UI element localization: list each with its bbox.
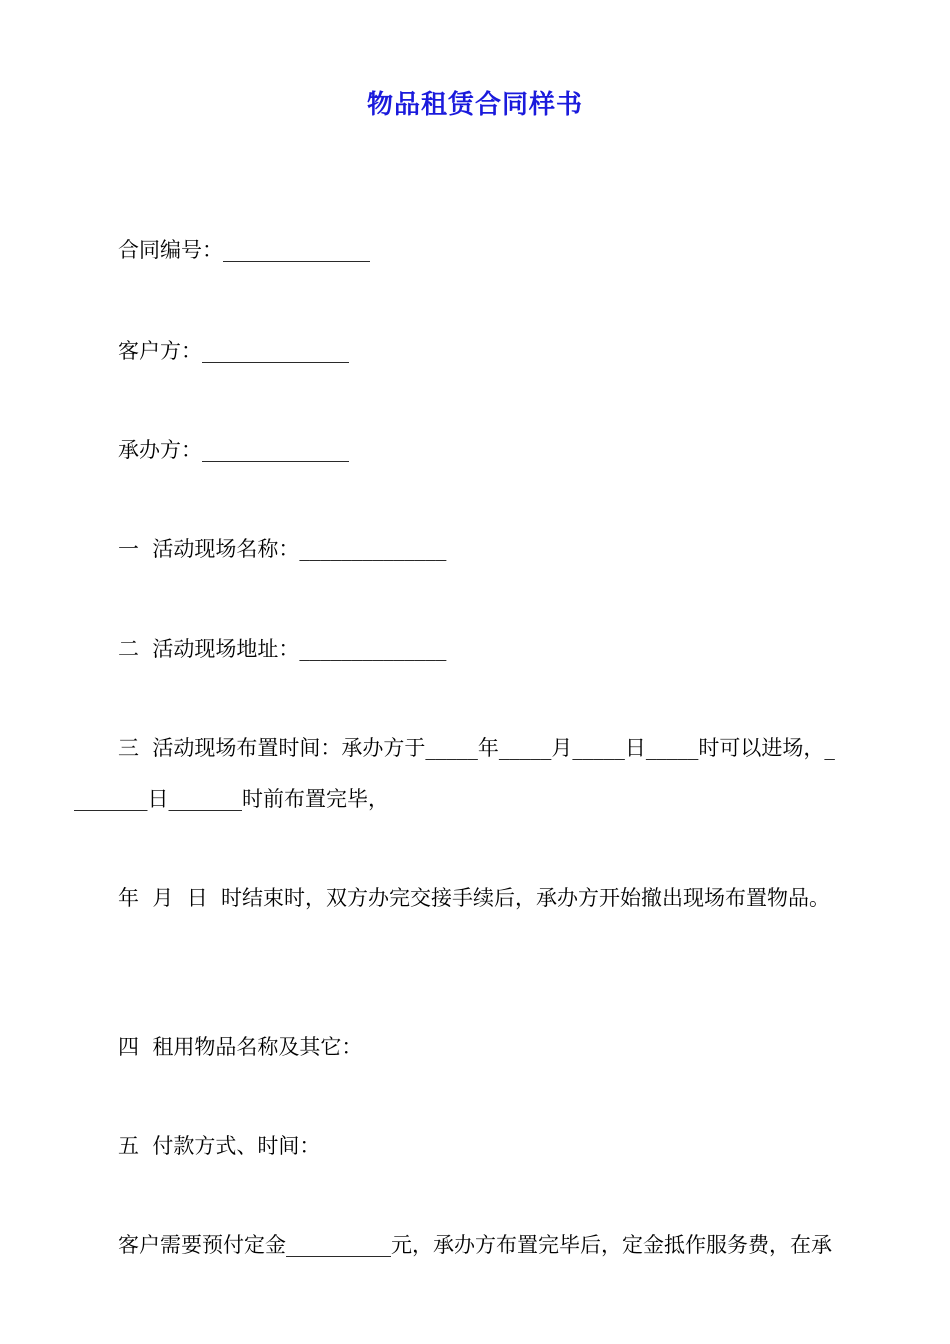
client-party-line: 客户方：______________ — [118, 339, 349, 363]
deposit-line: 客户需要预付定金__________元，承办方布置完毕后，定金抵作服务费，在承 — [118, 1233, 832, 1257]
setup-time-line-continued: _______日_______时前布置完毕， — [74, 787, 389, 811]
document-title: 物品租赁合同样书 — [366, 90, 583, 120]
venue-address-line: 二 活动现场地址：______________ — [118, 637, 447, 661]
contractor-party-line: 承办方：______________ — [118, 438, 349, 462]
venue-name-line: 一 活动现场名称：______________ — [118, 537, 447, 561]
end-time-line: 年 月 日 时结束时，双方办完交接手续后，承办方开始撤出现场布置物品。 — [118, 886, 831, 910]
contract-number-line: 合同编号：______________ — [118, 238, 370, 262]
payment-heading: 五 付款方式、时间： — [118, 1134, 321, 1158]
setup-time-line: 三 活动现场布置时间：承办方于_____年_____月_____日_____时可以进场，_ — [118, 736, 835, 760]
rental-items-heading: 四 租用物品名称及其它： — [118, 1035, 363, 1059]
